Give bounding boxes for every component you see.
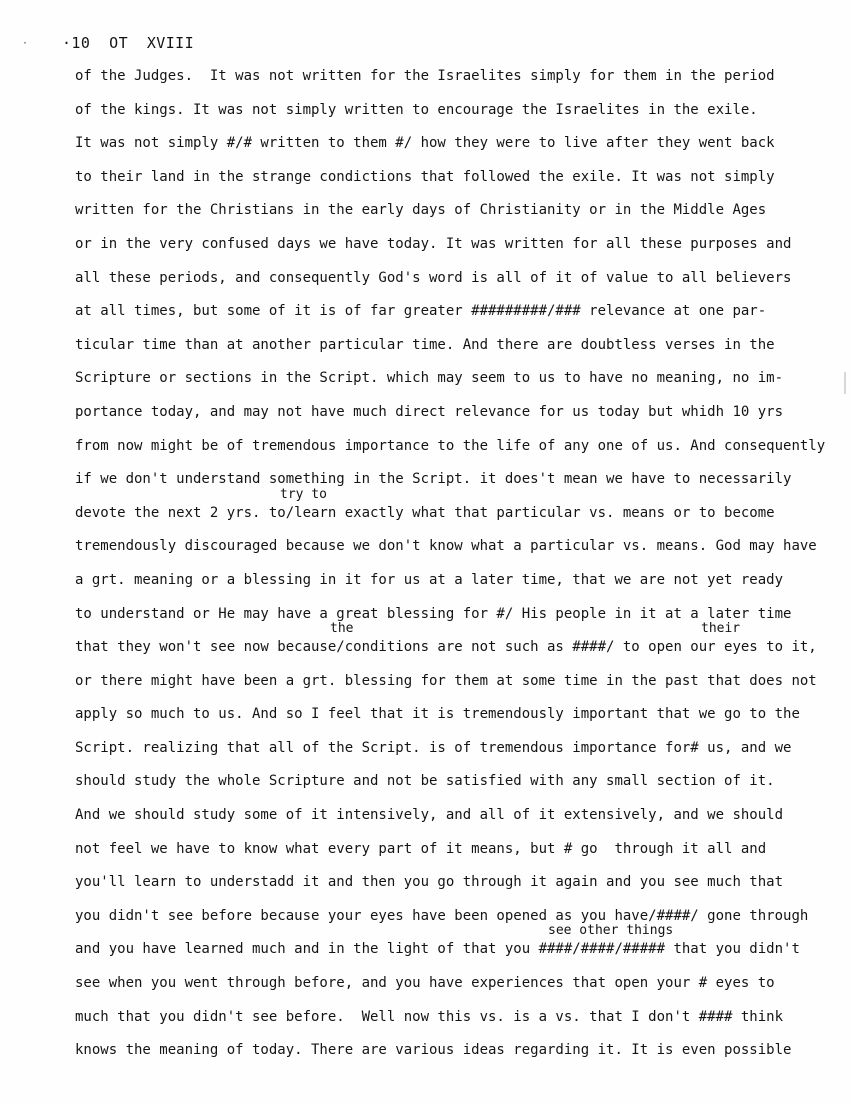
page-header: ·10 OT XVIII bbox=[62, 34, 195, 52]
insertion-wrapper bbox=[75, 486, 835, 537]
text-line: knows the meaning of today. There are various ideas regarding it. It is even possible bbox=[75, 1042, 792, 1059]
text-line: you'll learn to understadd it and then you go through it again and you see much that bbox=[75, 874, 784, 891]
text-line: or in the very confused days we have today. It was written for all these purposes and bbox=[75, 235, 792, 252]
text-line: to their land in the strange condictions that followed the exile. It was not simply bbox=[75, 168, 775, 185]
text-line: of the kings. It was not simply written to encourage the Israelites in the exile. bbox=[75, 101, 758, 118]
text-line: of the Judges. It was not written for the Israelites simply for them in the period bbox=[75, 68, 775, 84]
text-line: much that you didn't see before. Well now this vs. is a vs. that I don't #### think bbox=[75, 1008, 784, 1025]
text-line: It was not simply #/# written to them #/ how they were to live after they went back bbox=[75, 135, 775, 152]
text-line: not feel we have to know what every part of it means, but # go through it all and bbox=[75, 840, 767, 857]
text-line: and you have learned much and in the light of that you ####/####/##### that you didn't bbox=[75, 941, 800, 958]
text-line: a grt. meaning or a blessing in it for us at a later time, that we are not yet ready bbox=[75, 571, 784, 588]
text-line: see when you went through before, and you have experiences that open your # eyes to bbox=[75, 975, 775, 992]
body-text bbox=[75, 66, 835, 1074]
text-line: you didn't see before because your eyes have been opened as you have/####/ gone through bbox=[75, 907, 809, 924]
insertion-try-to: try to bbox=[280, 486, 327, 502]
page-edge-mark bbox=[844, 372, 846, 394]
text-line: Scripture or sections in the Script. which may seem to us to have no meaning, no im- bbox=[75, 370, 784, 387]
text-line: devote the next 2 yrs. to/learn exactly what that particular vs. means or to become bbox=[75, 504, 775, 521]
insertion-wrapper bbox=[75, 621, 835, 671]
text-line: at all times, but some of it is of far greater #########/### relevance at one par- bbox=[75, 303, 767, 320]
text-line: if we don't understand something in the Script. it does't mean we have to necessarily bbox=[75, 471, 792, 488]
text-line: portance today, and may not have much direct relevance for us today but whidh 10 yrs bbox=[75, 403, 784, 420]
text-line: apply so much to us. And so I feel that it is tremendously important that we go to the bbox=[75, 706, 800, 723]
insertion-wrapper bbox=[75, 923, 835, 973]
text-line: from now might be of tremendous importance to the life of any one of us. And consequently bbox=[75, 437, 826, 454]
insertion-their: their bbox=[701, 621, 741, 637]
text-line: or there might have been a grt. blessing for them at some time in the past that does not bbox=[75, 672, 817, 689]
text-line: that they won't see now because/conditions are not such as ####/ to open our eyes to it, bbox=[75, 639, 817, 656]
text-line: And we should study some of it intensively, and all of it extensively, and we should bbox=[75, 807, 784, 824]
text-line: to understand or He may have a great blessing for #/ His people in it at a later time bbox=[75, 605, 792, 622]
margin-mark: · bbox=[22, 38, 29, 49]
text-line: tremendously discouraged because we don't know what a particular vs. means. God may have bbox=[75, 538, 817, 555]
text-line: Script. realizing that all of the Script. is of tremendous importance for# us, and we bbox=[75, 739, 792, 756]
insertion-see-other-things: see other things bbox=[548, 923, 674, 939]
insertion-the: the bbox=[330, 621, 354, 637]
text-line: written for the Christians in the early days of Christianity or in the Middle Ages bbox=[75, 202, 767, 219]
text-line: should study the whole Scripture and not be satisfied with any small section of it. bbox=[75, 773, 775, 790]
text-line: all these periods, and consequently God's word is all of it of value to all believers bbox=[75, 269, 792, 286]
text-line: ticular time than at another particular time. And there are doubtless verses in the bbox=[75, 336, 775, 353]
